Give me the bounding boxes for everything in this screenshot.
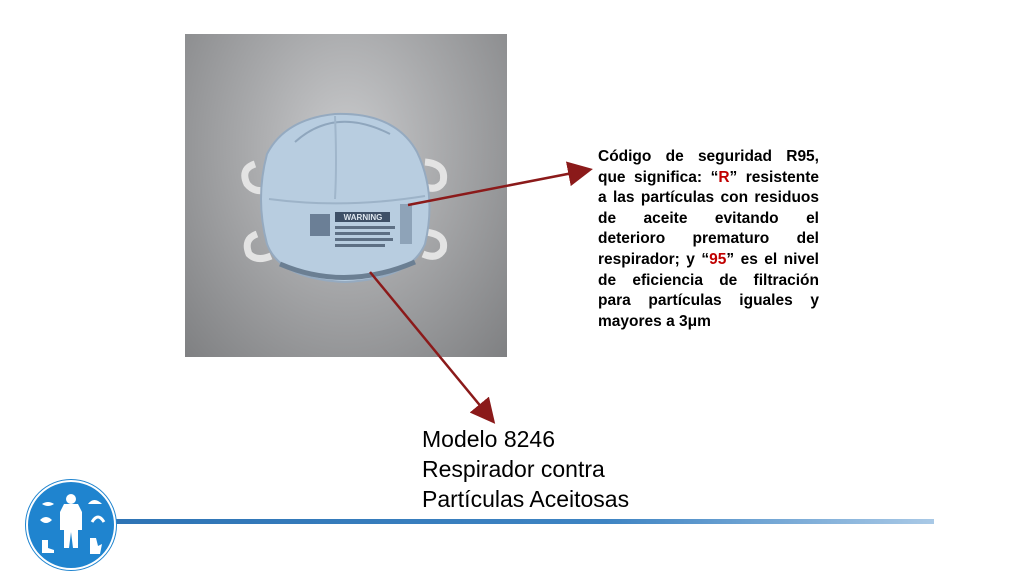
arrow-to-note	[408, 170, 588, 205]
note-text-3: ” es el nivel de eficiencia de filtración para partículas iguales y mayores a 3μm	[598, 250, 819, 330]
note-text-2: ” resistente a las partículas con residuos de aceite evitando el deterioro prematuro del respirador; y “	[598, 168, 819, 268]
caption-line-1: Modelo 8246	[422, 426, 555, 452]
caption-line-2: Respirador contra	[422, 456, 605, 482]
r95-description	[598, 147, 819, 332]
ppe-safety-badge-icon	[26, 480, 116, 570]
caption-line-3: Partículas Aceitosas	[422, 486, 630, 512]
number-95: 95	[709, 250, 727, 268]
model-caption	[422, 424, 629, 514]
note-text-1: Código de seguridad R95, que significa: “	[598, 148, 819, 186]
footer-divider	[112, 519, 934, 524]
letter-r: R	[718, 168, 730, 186]
svg-text:WARNING: WARNING	[343, 213, 383, 222]
arrow-to-caption	[370, 272, 492, 420]
